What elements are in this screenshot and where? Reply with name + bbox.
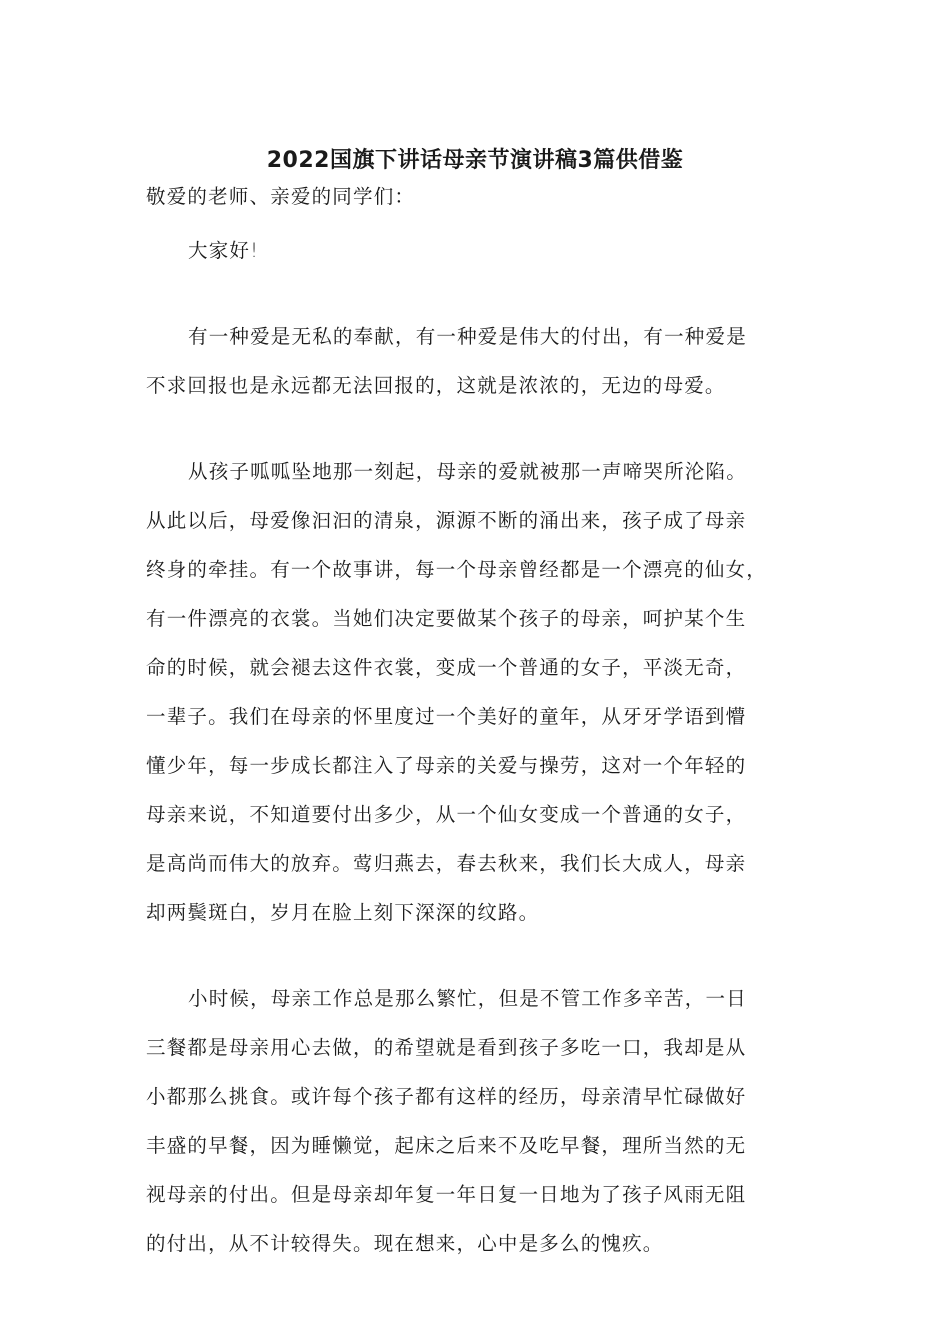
paragraph-line: 母亲来说，不知道要付出多少，从一个仙女变成一个普通的女子，	[146, 803, 747, 826]
greeting-line: 大家好!	[188, 239, 260, 262]
paragraph-line: 小都那么挑食。或许每个孩子都有这样的经历，母亲清早忙碌做好	[146, 1085, 747, 1108]
paragraph-line: 从此以后，母爱像汩汩的清泉，源源不断的涌出来，孩子成了母亲	[146, 509, 747, 532]
paragraph-line: 终身的牵挂。有一个故事讲，每一个母亲曾经都是一个漂亮的仙女，	[146, 558, 768, 581]
paragraph-line: 懂少年，每一步成长都注入了母亲的关爱与操劳，这对一个年轻的	[146, 754, 747, 777]
paragraph-line: 从孩子呱呱坠地那一刻起，母亲的爱就被那一声啼哭所沦陷。	[188, 460, 747, 483]
paragraph-line: 一辈子。我们在母亲的怀里度过一个美好的童年，从牙牙学语到懵	[146, 705, 747, 728]
paragraph-line: 丰盛的早餐，因为睡懒觉，起床之后来不及吃早餐，理所当然的无	[146, 1134, 747, 1157]
paragraph-line: 三餐都是母亲用心去做，的希望就是看到孩子多吃一口，我却是从	[146, 1036, 747, 1059]
document-title: 2022国旗下讲话母亲节演讲稿3篇供借鉴	[266, 148, 684, 173]
paragraph-line: 不求回报也是永远都无法回报的，这就是浓浓的，无边的母爱。	[146, 374, 726, 397]
paragraph-line: 小时候，母亲工作总是那么繁忙，但是不管工作多辛苦，一日	[188, 987, 747, 1010]
paragraph-line: 有一件漂亮的衣裳。当她们决定要做某个孩子的母亲，呵护某个生	[146, 607, 747, 630]
paragraph-line: 却两鬓斑白，岁月在脸上刻下深深的纹路。	[146, 901, 540, 924]
paragraph-line: 是高尚而伟大的放弃。莺归燕去，春去秋来，我们长大成人，母亲	[146, 852, 747, 875]
paragraph-line: 的付出，从不计较得失。现在想来，心中是多么的愧疚。	[146, 1232, 664, 1255]
paragraph-line: 视母亲的付出。但是母亲却年复一年日复一日地为了孩子风雨无阻	[146, 1183, 747, 1206]
paragraph-line: 命的时候，就会褪去这件衣裳，变成一个普通的女子，平淡无奇，	[146, 656, 747, 679]
paragraph-line: 有一种爱是无私的奉献，有一种爱是伟大的付出，有一种爱是	[188, 325, 747, 348]
salutation-line: 敬爱的老师、亲爱的同学们：	[146, 185, 416, 208]
